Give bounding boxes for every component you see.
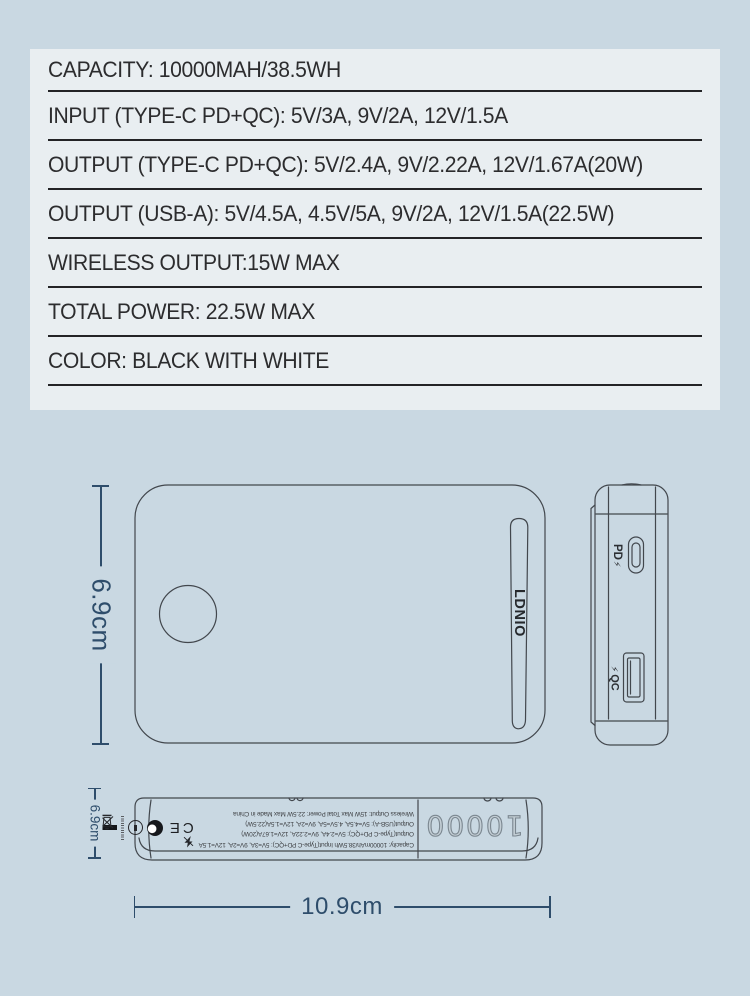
- spec-text: TOTAL POWER: 22.5W MAX: [48, 298, 315, 324]
- front-height-dim-label: 6.9cm: [86, 566, 117, 663]
- micro-print-text: [121, 816, 124, 840]
- front-view-drawing: [130, 480, 560, 750]
- front-height-dim-cap-bottom: [92, 743, 109, 745]
- crescent-dot-mark-icon: [147, 820, 163, 836]
- spec-text: OUTPUT (USB-A): 5V/4.5A, 4.5V/5A, 9V/2A, 12V/1.5A(22.5W): [48, 200, 615, 226]
- side-view-drawing: [585, 475, 680, 760]
- spec-row-output-typec: [48, 141, 702, 190]
- thickness-dim-cap-bottom: [88, 857, 101, 859]
- thickness-dim-cap-top: [88, 788, 101, 790]
- brand-logo: LDNIO: [511, 588, 528, 638]
- width-dim-cap-left: [134, 896, 136, 918]
- crossed-bin-icon: [100, 815, 114, 831]
- bottom-printed-label: [144, 805, 414, 851]
- pd-bolt-icon: ⚡: [611, 560, 621, 568]
- usb-c-port-label: PD: [611, 544, 623, 560]
- printed-line: Output(USB-A): 5V=4.5A, 4.5V=5A, 9V=2A, 12V=1.5A(22.5W): [245, 820, 414, 827]
- side-outline: [595, 485, 668, 745]
- usb-c-port-inner: [632, 543, 640, 567]
- front-outline: [135, 485, 545, 743]
- certification-marks: [98, 807, 194, 849]
- spec-text: INPUT (TYPE-C PD+QC): 5V/3A, 9V/2A, 12V/1.5A: [48, 102, 508, 128]
- spec-text: COLOR: BLACK WITH WHITE: [48, 347, 330, 373]
- printed-line: Wireless Output: 15W Max Total Power: 22.5W Max Made in China: [233, 809, 414, 817]
- printed-line: Capacity: 10000mAh/38.5Wh Input(Type-C PD+QC): 5V=3A, 9V=2A, 12V=1.5A: [198, 840, 414, 848]
- spec-row-input: [48, 92, 702, 141]
- spec-text: OUTPUT (TYPE-C PD+QC): 5V/2.4A, 9V/2.22A, 12V/1.67A(20W): [48, 151, 643, 177]
- capacity-digits: 10000: [424, 809, 524, 842]
- spec-row-color: [48, 337, 702, 386]
- bolt-cross-icon: [183, 835, 194, 848]
- width-dim-label: 10.9cm: [290, 893, 394, 921]
- wireless-pad-circle: [160, 586, 217, 643]
- width-dim-cap-right: [549, 896, 551, 918]
- printed-line: Output(Type-C PD+QC): 5V=2.4A, 9V=2.22A, 12V=1.67A(20W): [241, 830, 414, 838]
- usb-a-port: [624, 653, 645, 702]
- front-height-dim-cap-top: [92, 485, 109, 487]
- spec-row-wireless: [48, 239, 702, 288]
- qc-bolt-icon: ⚡: [608, 665, 619, 673]
- usb-a-port-inner: [628, 658, 641, 697]
- spec-row-output-usba: [48, 190, 702, 239]
- spec-text: WIRELESS OUTPUT:15W MAX: [48, 249, 340, 275]
- bottom-end-curve-right: [526, 800, 528, 858]
- usb-a-port-label: QC: [608, 674, 621, 691]
- thickness-dim-label: 6.9cm: [88, 800, 103, 847]
- ce-mark: CE: [166, 819, 194, 837]
- spec-table: [30, 49, 720, 410]
- spec-row-capacity: [48, 49, 702, 92]
- printed-spec-text: [199, 807, 414, 848]
- spec-row-total-power: [48, 288, 702, 337]
- circled-battery-mark-icon: [128, 821, 143, 836]
- spec-text: CAPACITY: 10000MAH/38.5WH: [48, 56, 341, 82]
